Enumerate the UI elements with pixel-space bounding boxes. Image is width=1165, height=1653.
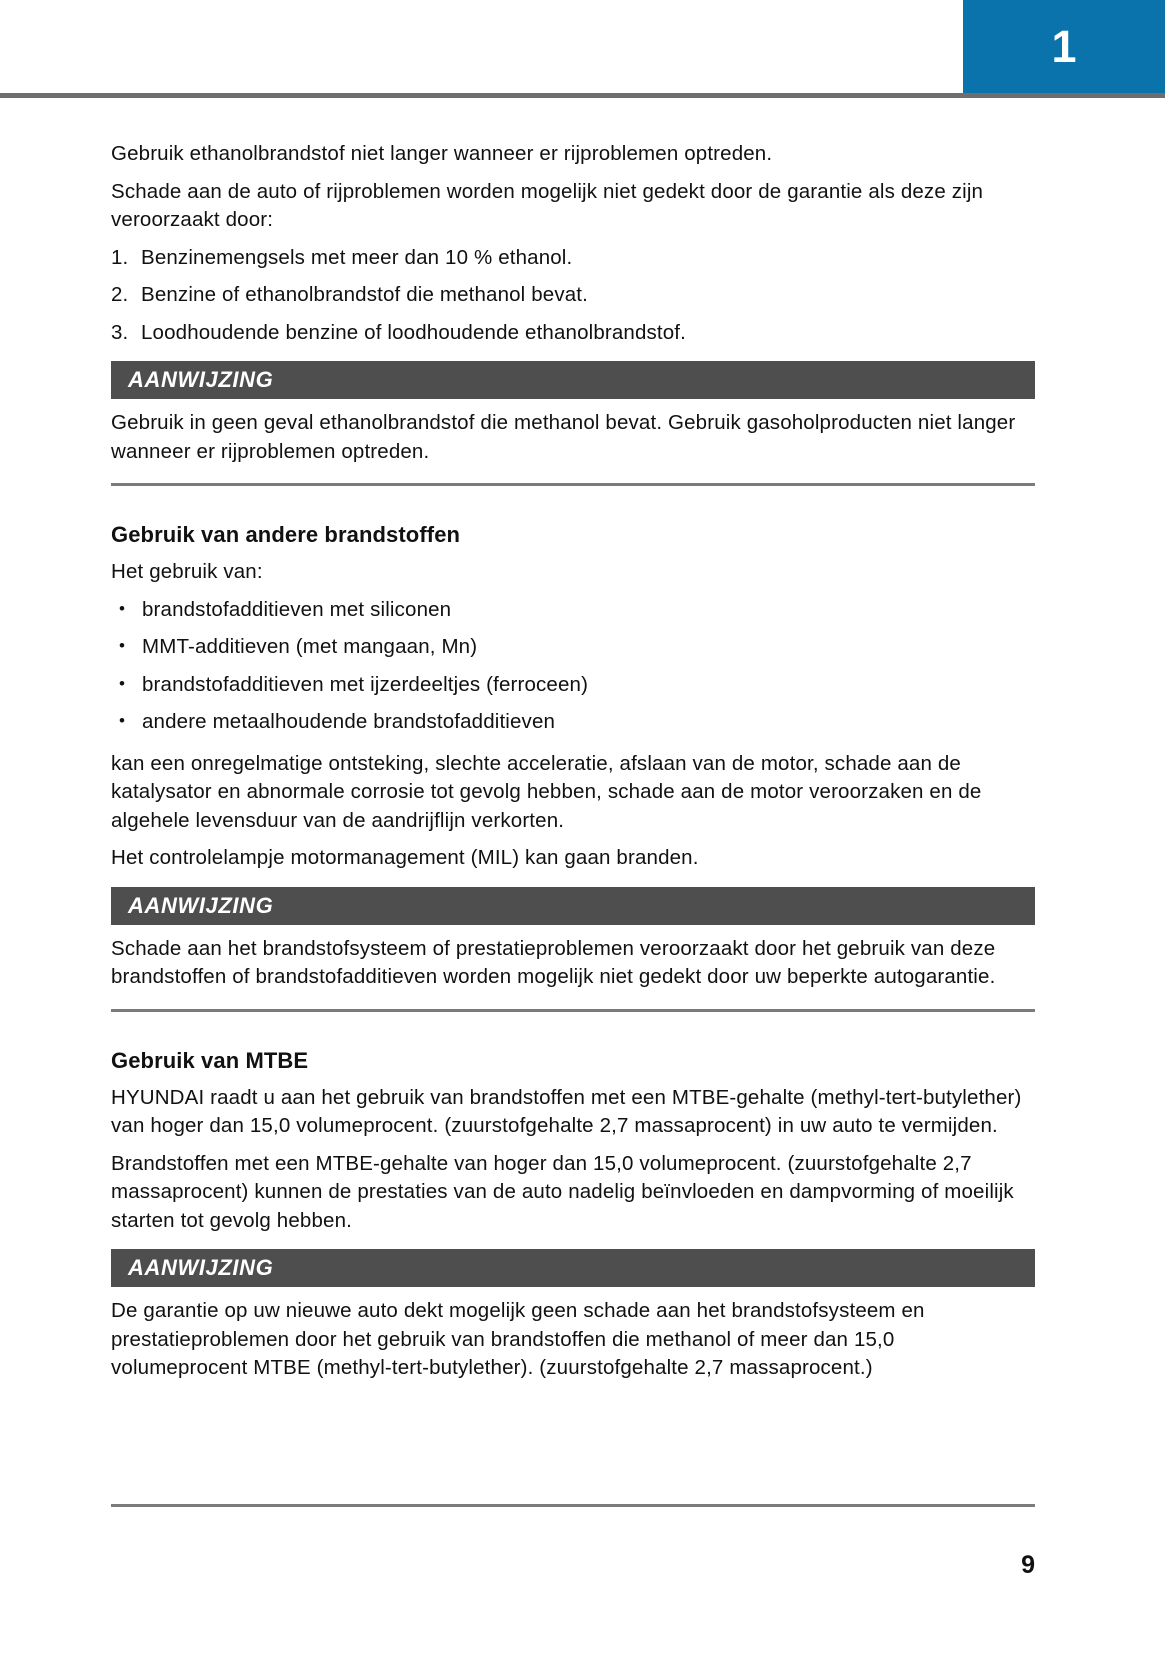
list-item-label: Benzinemengsels met meer dan 10 % ethanol. [141,245,573,269]
section-paragraph-mil: Het controlelampje motormanagement (MIL) kan gaan branden. [111,846,699,869]
page-content [111,140,1035,1383]
list-item-number: 1. [111,245,129,269]
bullet-icon: • [119,598,126,618]
list-item [111,708,1035,737]
notice-header-bar [111,361,1035,399]
bullet-icon: • [119,673,126,693]
notice-header-bar [111,887,1035,925]
notice-block-3 [111,1249,1035,1383]
notice-title: AANWIJZING [128,367,274,392]
numbered-list [111,244,1035,348]
notice-block-1 [111,361,1035,486]
header-divider [0,93,1165,98]
page-footer [111,1504,1035,1580]
intro-paragraph-2: Schade aan de auto of rijproblemen worden mogelijk niet gedekt door de garantie als deze zijn veroorzaakt door: [111,179,984,231]
list-item [111,596,1035,625]
intro-paragraph-1: Gebruik ethanolbrandstof niet langer wanneer er rijproblemen optreden. [111,142,773,165]
list-item [111,671,1035,700]
notice-body: Schade aan het brandstofsysteem of prestatieproblemen veroorzaakt door het gebruik van deze brandstoffen of brandstofadditieven worden mogelijk niet gedekt door uw beperkte autogarantie. [111,936,996,988]
notice-divider [111,1009,1035,1012]
chapter-number-tab: 1 [963,0,1165,93]
section-paragraph-consequences: kan een onregelmatige ontsteking, slechte acceleratie, afslaan van de motor, schade aan de katalysator en abnormale corrosie tot gevolg hebben, schade aan de motor veroorzaken en de algehele levensduur van de aandrijflijn verkorten. [111,751,982,832]
bullet-icon: • [119,636,126,655]
list-item-label: Benzine of ethanolbrandstof die methanol bevat. [141,283,588,306]
list-item [111,244,1035,273]
section-lead-text: Het gebruik van: [111,560,263,583]
list-item-label: andere metaalhoudende brandstofadditieven [142,710,556,733]
notice-block-2 [111,887,1035,1012]
list-item-label: brandstofadditieven met siliconen [142,597,452,621]
list-item [111,319,1035,348]
section-mtbe [111,1046,1035,1236]
list-item-number: 2. [111,283,129,306]
notice-title: AANWIJZING [128,1255,274,1280]
mtbe-paragraph-1: HYUNDAI raadt u aan het gebruik van brandstoffen met een MTBE-gehalte (methyl-tert-butylether) van hoger dan 15,0 volumeprocent. (zuurstofgehalte 2,7 massaprocent) in uw auto te vermijden. [111,1085,1022,1137]
section-heading: Gebruik van MTBE [111,1047,309,1073]
notice-body: De garantie op uw nieuwe auto dekt mogelijk geen schade aan het brandstofsysteem en prestatieproblemen door het gebruik van brandstoffen die methanol of meer dan 15,0 volumeprocent MTBE (methyl-tert-butylether). (zuurstofgehalte 2,7 massaprocent.) [111,1299,925,1379]
notice-header-bar [111,1249,1035,1287]
notice-body: Gebruik in geen geval ethanolbrandstof die methanol bevat. Gebruik gasoholproducten niet langer wanneer er rijproblemen optreden. [111,411,1016,463]
list-item-number: 3. [111,320,129,344]
section-other-fuels [111,520,1035,873]
list-item-label: brandstofadditieven met ijzerdeeltjes (ferroceen) [142,672,589,696]
list-item [111,281,1035,310]
notice-title: AANWIJZING [128,892,274,918]
footer-divider [111,1504,1035,1507]
list-item [111,633,1035,662]
page-header [0,0,1165,97]
notice-divider [111,483,1035,486]
list-item-label: Loodhoudende benzine of loodhoudende ethanolbrandstof. [141,320,686,344]
page-number: 9 [1021,1551,1035,1579]
list-item-label: MMT-additieven (met mangaan, Mn) [142,635,478,658]
section-heading: Gebruik van andere brandstoffen [111,522,461,547]
bullet-list [111,596,1035,737]
bullet-icon: • [119,711,126,730]
mtbe-paragraph-2: Brandstoffen met een MTBE-gehalte van hoger dan 15,0 volumeprocent. (zuurstofgehalte 2,7 massaprocent) kunnen de prestaties van de auto nadelig beïnvloeden en dampvorming of moeilijk starten tot gevolg hebben. [111,1151,1014,1232]
